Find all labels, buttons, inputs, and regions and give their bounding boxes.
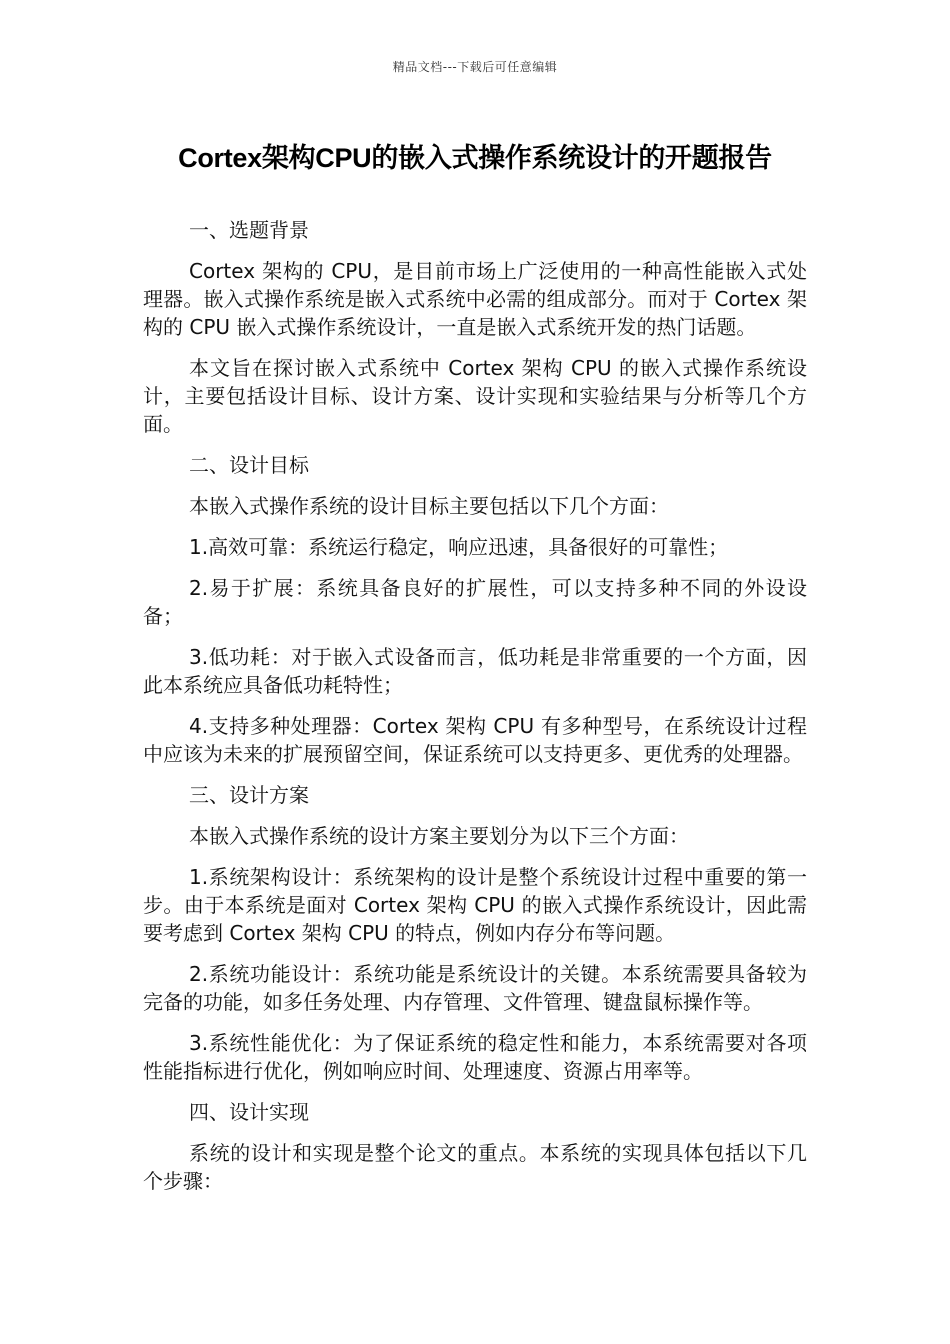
list-item-plan-3: 3.系统性能优化：为了保证系统的稳定性和能力，本系统需要对各项性能指标进行优化，例如响应时间、处理速度、资源占用率等。 <box>143 1031 807 1083</box>
document-body <box>143 216 807 1208</box>
list-item-plan-2: 2.系统功能设计：系统功能是系统设计的关键。本系统需要具备较为完备的功能，如多任务处理、内存管理、文件管理、键盘鼠标操作等。 <box>143 962 807 1014</box>
paragraph: 本嵌入式操作系统的设计方案主要划分为以下三个方面： <box>189 824 689 848</box>
list-item-plan-1: 1.系统架构设计：系统架构的设计是整个系统设计过程中重要的第一步。由于本系统是面对 Cortex 架构 CPU 的嵌入式操作系统设计，因此需要考虑到 Cortex 架构 CPU 的特点，例如内存分布等问题。 <box>143 865 807 945</box>
paragraph: 系统的设计和实现是整个论文的重点。本系统的实现具体包括以下几个步骤： <box>143 1141 807 1193</box>
paragraph: 本嵌入式操作系统的设计目标主要包括以下几个方面： <box>189 494 669 518</box>
paragraph: 本文旨在探讨嵌入式系统中 Cortex 架构 CPU 的嵌入式操作系统设计，主要包括设计目标、设计方案、设计实现和实验结果与分析等几个方面。 <box>143 356 807 436</box>
section-heading-background: 一、选题背景 <box>189 218 309 242</box>
section-heading-implementation: 四、设计实现 <box>189 1100 309 1124</box>
list-item-goal-2: 2.易于扩展：系统具备良好的扩展性，可以支持多种不同的外设设备； <box>143 576 807 628</box>
section-heading-goals: 二、设计目标 <box>189 453 309 477</box>
list-item-goal-4: 4.支持多种处理器：Cortex 架构 CPU 有多种型号，在系统设计过程中应该为未来的扩展预留空间，保证系统可以支持更多、更优秀的处理器。 <box>143 714 807 766</box>
list-item-goal-1: 1.高效可靠：系统运行稳定，响应迅速，具备很好的可靠性； <box>189 535 729 559</box>
document-title: Cortex架构CPU的嵌入式操作系统设计的开题报告 <box>178 143 772 173</box>
header-note: 精品文档---下载后可任意编辑 <box>392 60 558 74</box>
section-heading-plan: 三、设计方案 <box>189 783 309 807</box>
paragraph: Cortex 架构的 CPU，是目前市场上广泛使用的一种高性能嵌入式处理器。嵌入式操作系统是嵌入式系统中必需的组成部分。而对于 Cortex 架构的 CPU 嵌入式操作系统设计，一直是嵌入式系统开发的热门话题。 <box>143 259 807 339</box>
list-item-goal-3: 3.低功耗：对于嵌入式设备而言，低功耗是非常重要的一个方面，因此本系统应具备低功耗特性； <box>143 645 807 697</box>
